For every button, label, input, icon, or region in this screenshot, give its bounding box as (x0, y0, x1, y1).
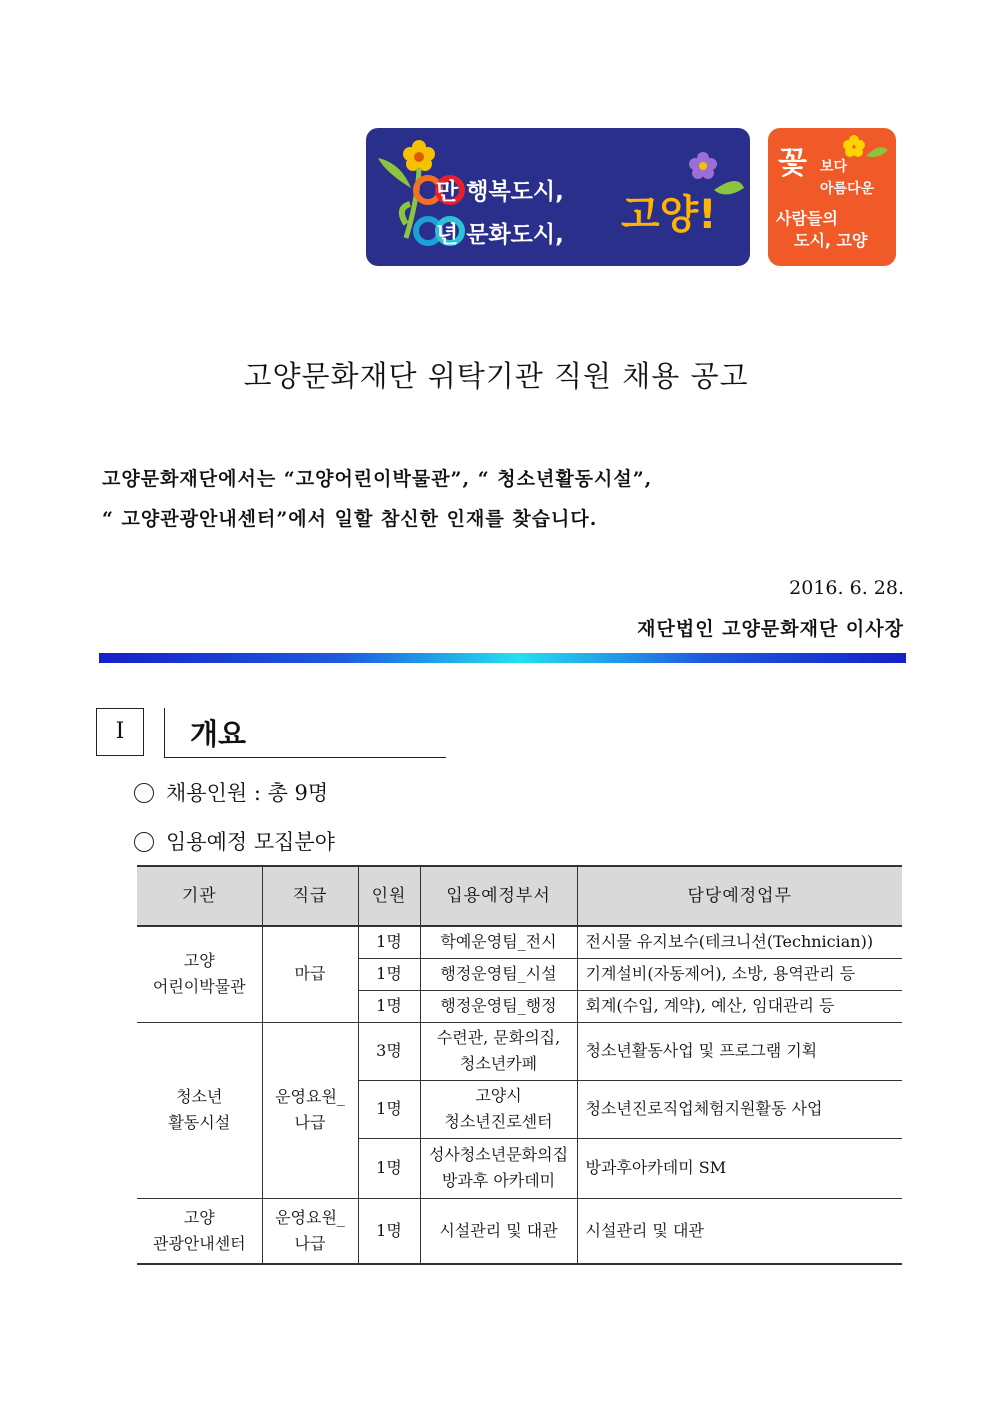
banner-line-1: 만 행복도시, (436, 179, 564, 205)
intro-line-2: “ 고양관광안내센터”에서 일할 참신한 인재를 찾습니다. (102, 508, 598, 530)
dept-cell: 학예운영팀_전시 (420, 926, 577, 958)
banner-line-2: 년 문화도시, (436, 222, 564, 248)
task-cell: 청소년활동사업 및 프로그램 기획 (577, 1022, 902, 1080)
grade-cell: 운영요원_ 나급 (262, 1022, 358, 1198)
badge-text-2: 보다 (820, 159, 848, 175)
dept-cell: 행정운영팀_행정 (420, 990, 577, 1022)
bullet-recruit-fields (134, 826, 335, 856)
org-cell: 청소년 활동시설 (137, 1022, 262, 1198)
banner-goyang: 고양! (621, 192, 717, 238)
header-grade: 직급 (262, 866, 358, 926)
header-dept: 입용예정부서 (420, 866, 577, 926)
count-cell: 1명 (358, 1080, 420, 1138)
table-header-row (137, 866, 902, 926)
header-org: 기관 (137, 866, 262, 926)
table-row (137, 1198, 902, 1264)
count-cell: 1명 (358, 1138, 420, 1198)
section-number: I (96, 708, 144, 756)
table-row (137, 1022, 902, 1080)
grade-cell: 운영요원_ 나급 (262, 1198, 358, 1264)
count-cell: 1명 (358, 926, 420, 958)
badge-text-4: 사람들의 (776, 209, 838, 228)
count-cell: 3명 (358, 1022, 420, 1080)
intro-line-1: 고양문화재단에서는 “고양어린이박물관”, “ 청소년활동시설”, (102, 468, 653, 490)
task-cell: 청소년진로직업체험지원활동 사업 (577, 1080, 902, 1138)
count-cell: 1명 (358, 958, 420, 990)
count-cell: 1명 (358, 990, 420, 1022)
badge-flower-word: 꽃 (778, 146, 807, 181)
count-cell: 1명 (358, 1198, 420, 1264)
task-cell: 전시물 유지보수(테크니션(Technician)) (577, 926, 902, 958)
city-slogan-banner (366, 128, 750, 266)
issuer-name: 재단법인 고양문화재단 이사장 (637, 618, 904, 640)
section-underline (164, 757, 446, 758)
org-cell: 고양 관광안내센터 (137, 1198, 262, 1264)
announcement-date: 2016. 6. 28. (789, 577, 904, 599)
gradient-divider (99, 653, 906, 663)
dept-cell: 시설관리 및 대관 (420, 1198, 577, 1264)
section-divider-vertical (164, 708, 165, 758)
task-cell: 기계설비(자동제어), 소방, 용역관리 등 (577, 958, 902, 990)
bullet-recruit-count (134, 777, 328, 807)
recruitment-table (137, 865, 902, 1265)
dept-cell: 행정운영팀_시설 (420, 958, 577, 990)
task-cell: 시설관리 및 대관 (577, 1198, 902, 1264)
city-slogan-badge (768, 128, 896, 266)
dept-cell: 수련관, 문화의집, 청소년카페 (420, 1022, 577, 1080)
circle-bullet-icon (134, 832, 154, 852)
table-row (137, 926, 902, 958)
dept-cell: 고양시 청소년진로센터 (420, 1080, 577, 1138)
badge-text-3: 아름다운 (820, 181, 875, 197)
bullet-text: 채용인원 : 총 9명 (166, 781, 329, 805)
org-cell: 고양 어린이박물관 (137, 926, 262, 1022)
badge-text-5: 도시, 고양 (794, 231, 868, 250)
bullet-text: 임용예정 모집분야 (166, 830, 335, 854)
flower-icon (840, 134, 890, 164)
section-title: 개요 (190, 717, 247, 751)
dept-cell: 성사청소년문화의집 방과후 아카데미 (420, 1138, 577, 1198)
page-title: 고양문화재단 위탁기관 직원 채용 공고 (243, 359, 749, 393)
task-cell: 방과후아카데미 SM (577, 1138, 902, 1198)
header-count: 인원 (358, 866, 420, 926)
task-cell: 회계(수입, 계약), 예산, 임대관리 등 (577, 990, 902, 1022)
circle-bullet-icon (134, 783, 154, 803)
header-task: 담당예정업무 (577, 866, 902, 926)
grade-cell: 마급 (262, 926, 358, 1022)
